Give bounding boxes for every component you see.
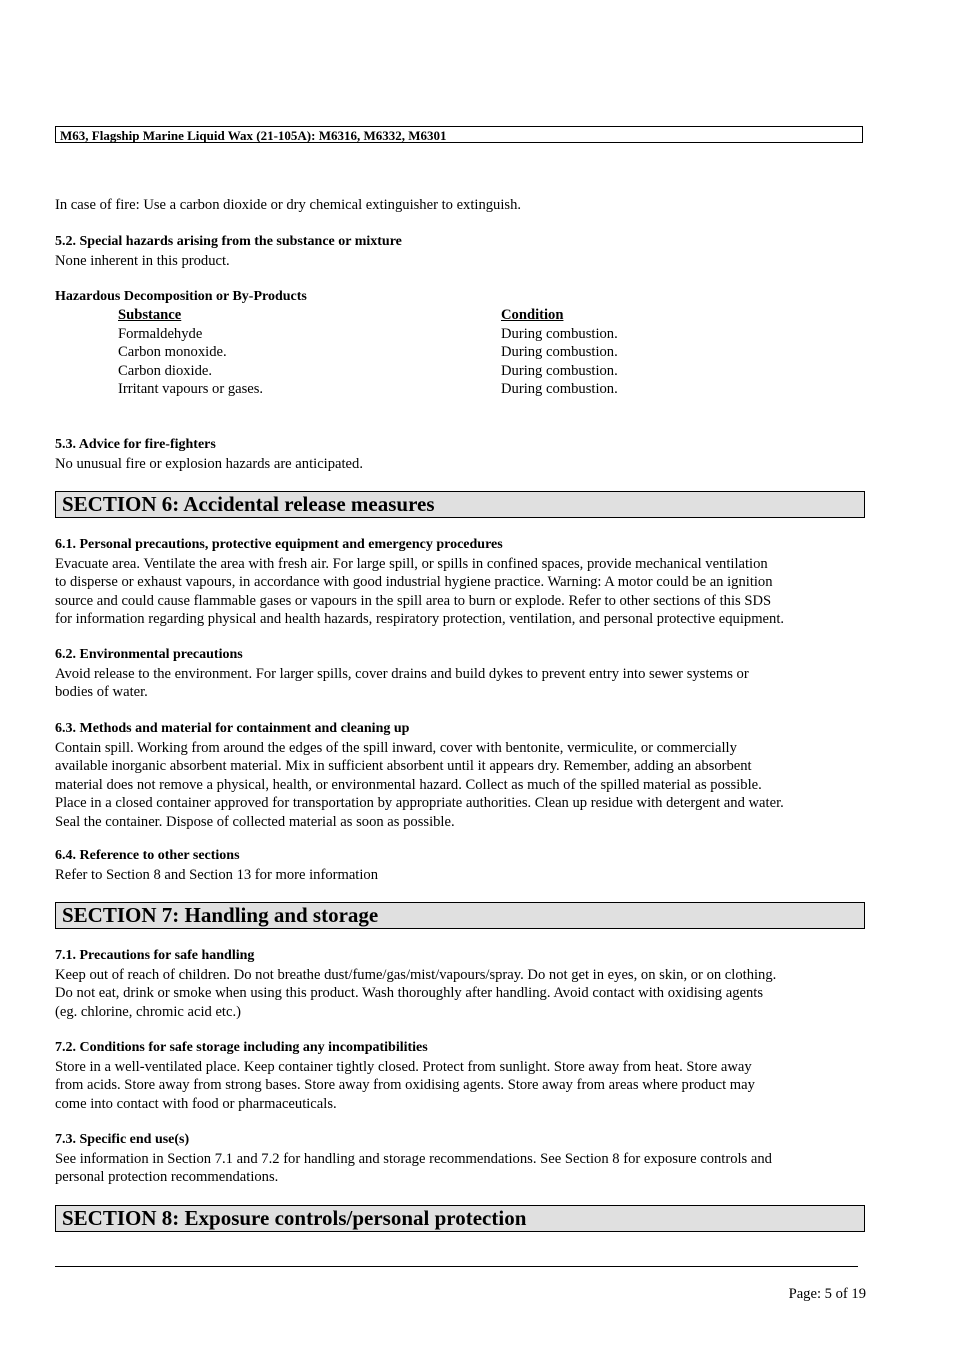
section-5-2	[55, 233, 865, 270]
condition-cell: During combustion.	[501, 362, 618, 379]
col-substance-header: Substance	[118, 307, 182, 323]
section-6-4: 6.4. Reference to other sections Refer to Section 8 and Section 13 for more information	[55, 847, 865, 884]
substance-cell: Formaldehyde	[118, 325, 203, 342]
table-row	[118, 343, 701, 362]
table-row	[118, 380, 701, 399]
table-row	[118, 362, 701, 381]
section-7-1-title: 7.1. Precautions for safe handling	[55, 948, 255, 963]
page-number: Page: 5 of 19	[788, 1286, 866, 1302]
decomposition-title: Hazardous Decomposition or By-Products	[55, 289, 307, 304]
section-6-1: 6.1. Personal precautions, protective equipment and emergency procedures Evacuate area. Ventilate the area with fresh air. For large spill, or spills in confined spaces, provide mechanical ventilation to disperse or exhaust vapours, in accordance with good industrial hygiene practice. Warning: A motor could be an ignition source and could cause flammable gases or vapours in the spill area to burn or explode. Refer to other sections of this SDS for information regarding physical and health hazards, respiratory protection, ventilation, and personal protective equipment.	[55, 536, 865, 629]
section-5-3-text: No unusual fire or explosion hazards are anticipated.	[55, 455, 363, 472]
substance-cell: Carbon dioxide.	[118, 362, 213, 379]
section-6-heading: SECTION 6: Accidental release measures	[55, 491, 865, 518]
section-7-1: 7.1. Precautions for safe handling Keep out of reach of children. Do not breathe dust/fume/gas/mist/vapours/spray. Do not get in eyes, on skin, or on clothing. Do not eat, drink or smoke when using this product. Wash thoroughly after handling. Avoid contact with oxidising agents (eg. chlorine, chromic acid etc.)	[55, 947, 865, 1021]
section-7-2: 7.2. Conditions for safe storage including any incompatibilities Store in a well-ventilated place. Keep container tightly closed. Protect from sunlight. Store away from heat. Store away from acids. Store away from strong bases. Store away from oxidising agents. Store away from areas where product may come into contact with food or pharmaceuticals.	[55, 1039, 865, 1113]
section-7-3-title: 7.3. Specific end use(s)	[55, 1132, 190, 1147]
section-5-3	[55, 436, 865, 473]
section-5-2-title: 5.2. Special hazards arising from the substance or mixture	[55, 234, 402, 249]
section-6-1-title: 6.1. Personal precautions, protective equipment and emergency procedures	[55, 537, 503, 552]
decomposition-table	[118, 306, 701, 399]
fire-intro: In case of fire: Use a carbon dioxide or dry chemical extinguisher to extinguish.	[55, 197, 522, 213]
section-7-heading: SECTION 7: Handling and storage	[55, 902, 865, 929]
section-5-3-title: 5.3. Advice for fire-fighters	[55, 437, 216, 452]
col-condition-header: Condition	[501, 307, 564, 323]
section-6-3: 6.3. Methods and material for containment and cleaning up Contain spill. Working from around the edges of the spill inward, cover with bentonite, vermiculite, or commercially available inorganic absorbent material. Mix in sufficient absorbent until it appears dry. Remember, adding an absorbent material does not remove a physical, health, or environmental hazard. Collect as much of the spilled material as possible. Place in a closed container approved for transportation by appropriate authorities. Clean up residue with detergent and water. Seal the container. Dispose of collected material as soon as possible.	[55, 720, 865, 831]
section-6-2: 6.2. Environmental precautions Avoid release to the environment. For larger spills, cover drains and build dykes to prevent entry into sewer systems or bodies of water.	[55, 646, 865, 702]
section-6-4-title: 6.4. Reference to other sections	[55, 848, 240, 863]
section-5-2-text: None inherent in this product.	[55, 252, 230, 269]
footer-divider	[55, 1266, 858, 1267]
section-7-3: 7.3. Specific end use(s) See information in Section 7.1 and 7.2 for handling and storage recommendations. See Section 8 for exposure controls and personal protection recommendations.	[55, 1131, 865, 1187]
substance-cell: Carbon monoxide.	[118, 344, 227, 360]
section-6-2-title: 6.2. Environmental precautions	[55, 647, 243, 662]
condition-cell: During combustion.	[501, 325, 618, 342]
condition-cell: During combustion.	[501, 381, 618, 397]
section-7-2-title: 7.2. Conditions for safe storage including any incompatibilities	[55, 1040, 428, 1055]
substance-cell: Irritant vapours or gases.	[118, 381, 264, 397]
product-header: M63, Flagship Marine Liquid Wax (21-105A): M6316, M6332, M6301	[55, 126, 863, 143]
decomposition-table-header	[118, 306, 701, 325]
table-row	[118, 325, 701, 344]
section-8-heading: SECTION 8: Exposure controls/personal protection	[55, 1205, 865, 1232]
section-6-3-title: 6.3. Methods and material for containment and cleaning up	[55, 721, 410, 736]
condition-cell: During combustion.	[501, 344, 618, 360]
